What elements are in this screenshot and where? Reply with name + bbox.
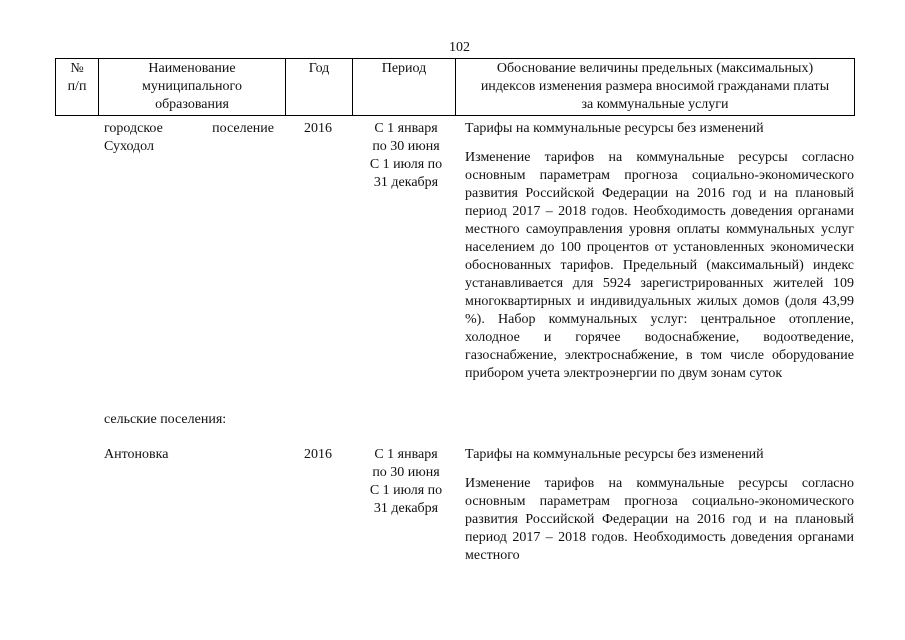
row1-basis-p1: Тарифы на коммунальные ресурсы без изменений xyxy=(465,121,764,136)
row2-period: С 1 января по 30 июня С 1 июля по 31 декабря xyxy=(369,447,443,516)
row1-basis xyxy=(465,120,854,383)
row1-basis-p2: Изменение тарифов на коммунальные ресурсы согласно основным параметрам прогноза социально-экономического развития Российской Федерации на 2016 год и на плановый период 2017 – 2018 годов. Необходимость доведения органами местного самоуправления уровня оплаты коммунальных услуг населением до 100 процентов от установленных экономически обоснованных тарифов. Предельный (максимальный) индекс устанавливается для 5924 зарегистрированных жителей 109 многоквартирных и индивидуальных жилых домов (доля 43,99 %). Набор коммунальных услуг: центральное отопление, холодное и горячее водоснабжение, водоотведение, газоснабжение, электроснабжение, в том числе оборудование прибором учета электроэнергии по двум зонам суток xyxy=(465,150,854,381)
header-name: Наименование муниципального образования xyxy=(142,61,242,112)
header-period: Период xyxy=(381,61,427,76)
row1-year: 2016 xyxy=(304,121,332,136)
row2-name: Антоновка xyxy=(104,447,169,462)
row1-name: городское поселение Суходол xyxy=(104,121,274,154)
row2-basis xyxy=(465,446,854,565)
header-right-border xyxy=(854,58,855,116)
header-year: Год xyxy=(308,61,330,76)
row2-year: 2016 xyxy=(304,447,332,462)
row2-basis-p2: Изменение тарифов на коммунальные ресурсы согласно основным параметрам прогноза социально-экономического развития Российской Федерации на 2016 год и на плановый период 2017 – 2018 годов. Необходимость доведения органами местного xyxy=(465,476,854,563)
header-num: № п/п xyxy=(67,61,87,94)
row2-basis-p1: Тарифы на коммунальные ресурсы без изменений xyxy=(465,447,764,462)
header-basis: Обоснование величины предельных (максимальных) индексов изменения размера вносимой гражданами платы за коммунальные услуги xyxy=(480,61,830,112)
row1-period: С 1 января по 30 июня С 1 июля по 31 декабря xyxy=(369,121,443,190)
page-number: 102 xyxy=(449,40,470,55)
section-label: сельские поселения: xyxy=(104,412,227,427)
